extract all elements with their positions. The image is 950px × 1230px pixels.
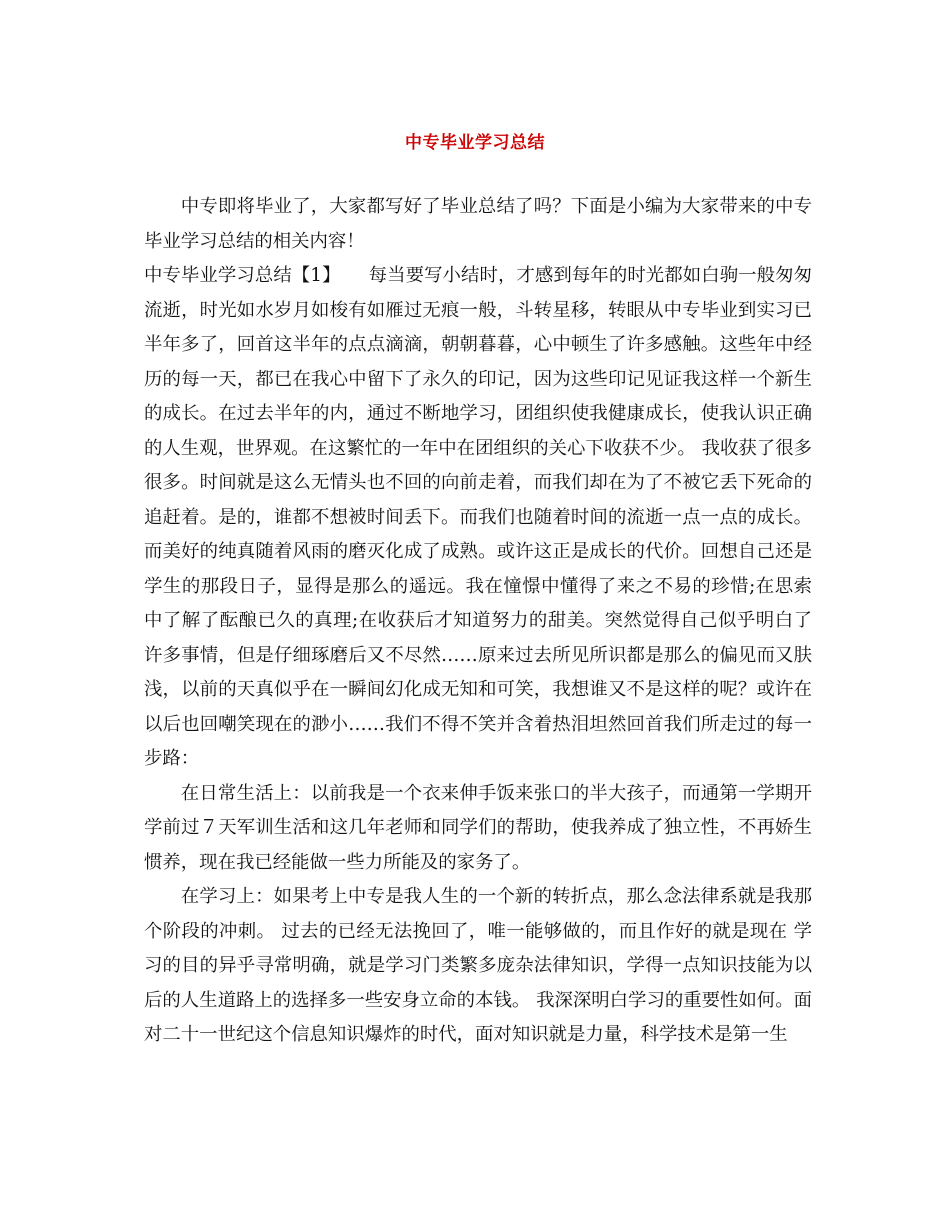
section1-paragraph (144, 259, 812, 777)
document-body (144, 190, 812, 1053)
document-title: 中专毕业学习总结 (405, 133, 545, 153)
intro-paragraph: 中专即将毕业了，大家都写好了毕业总结了吗？下面是小编为大家带来的中专毕业学习总结的相关内容！ (144, 196, 812, 252)
study-paragraph: 在学习上：如果考上中专是我人生的一个新的转折点，那么念法律系就是我那个阶段的冲刺。 过去的已经无法挽回了，唯一能够做的，而且作好的就是现在 学习的目的异乎寻常明确，就是学习门类繁多庞杂法律知识，学得一点知识技能为以后的人生道路上的选择多一些安身立命的本钱。 我深深明白学习的重要性如何。面对二十一世纪这个信息知识爆炸的时代，面对知识就是力量，科学技术是第一生 (144, 886, 812, 1045)
daily-life-paragraph: 在日常生活上：以前我是一个衣来伸手饭来张口的半大孩子，而通第一学期开学前过７天军训生活和这几年老师和同学们的帮助，使我养成了独立性，不再娇生惯养，现在我已经能做一些力所能及的家务了。 (144, 782, 812, 873)
section1-text: 每当要写小结时，才感到每年的时光都如白驹一般匆匆流逝，时光如水岁月如梭有如雁过无痕一般，斗转星移，转眼从中专毕业到实习已半年多了，回首这半年的点点滴滴，朝朝暮暮，心中顿生了许多感触。这些年中经历的每一天，都已在我心中留下了永久的印记，因为这些印记见证我这样一个新生的成长。在过去半年的内，通过不断地学习，团组织使我健康成长，使我认识正确的人生观，世界观。在这繁忙的一年中在团组织的关心下收获不少。 我收获了很多很多。时间就是这么无情头也不回的向前走着，而我们却在为了不被它丢下死命的追赶着。是的，谁都不想被时间丢下。而我们也随着时间的流逝一点一点的成长。而美好的纯真随着风雨的磨灭化成了成熟。或许这正是成长的代价。回想自己还是学生的那段日子，显得是那么的遥远。我在憧憬中懂得了来之不易的珍惜;在思索中了解了酝酿已久的真理;在收获后才知道努力的甜美。突然觉得自己似乎明白了许多事情，但是仔细琢磨后又不尽然……原来过去所见所识都是那么的偏见而又肤浅，以前的天真似乎在一瞬间幻化成无知和可笑，我想谁又不是这样的呢？或许在以后也回嘲笑现在的渺小……我们不得不笑并含着热泪坦然回首我们所走过的每一步路： (144, 265, 812, 769)
section1-heading: 中专毕业学习总结【1】 (144, 265, 341, 286)
